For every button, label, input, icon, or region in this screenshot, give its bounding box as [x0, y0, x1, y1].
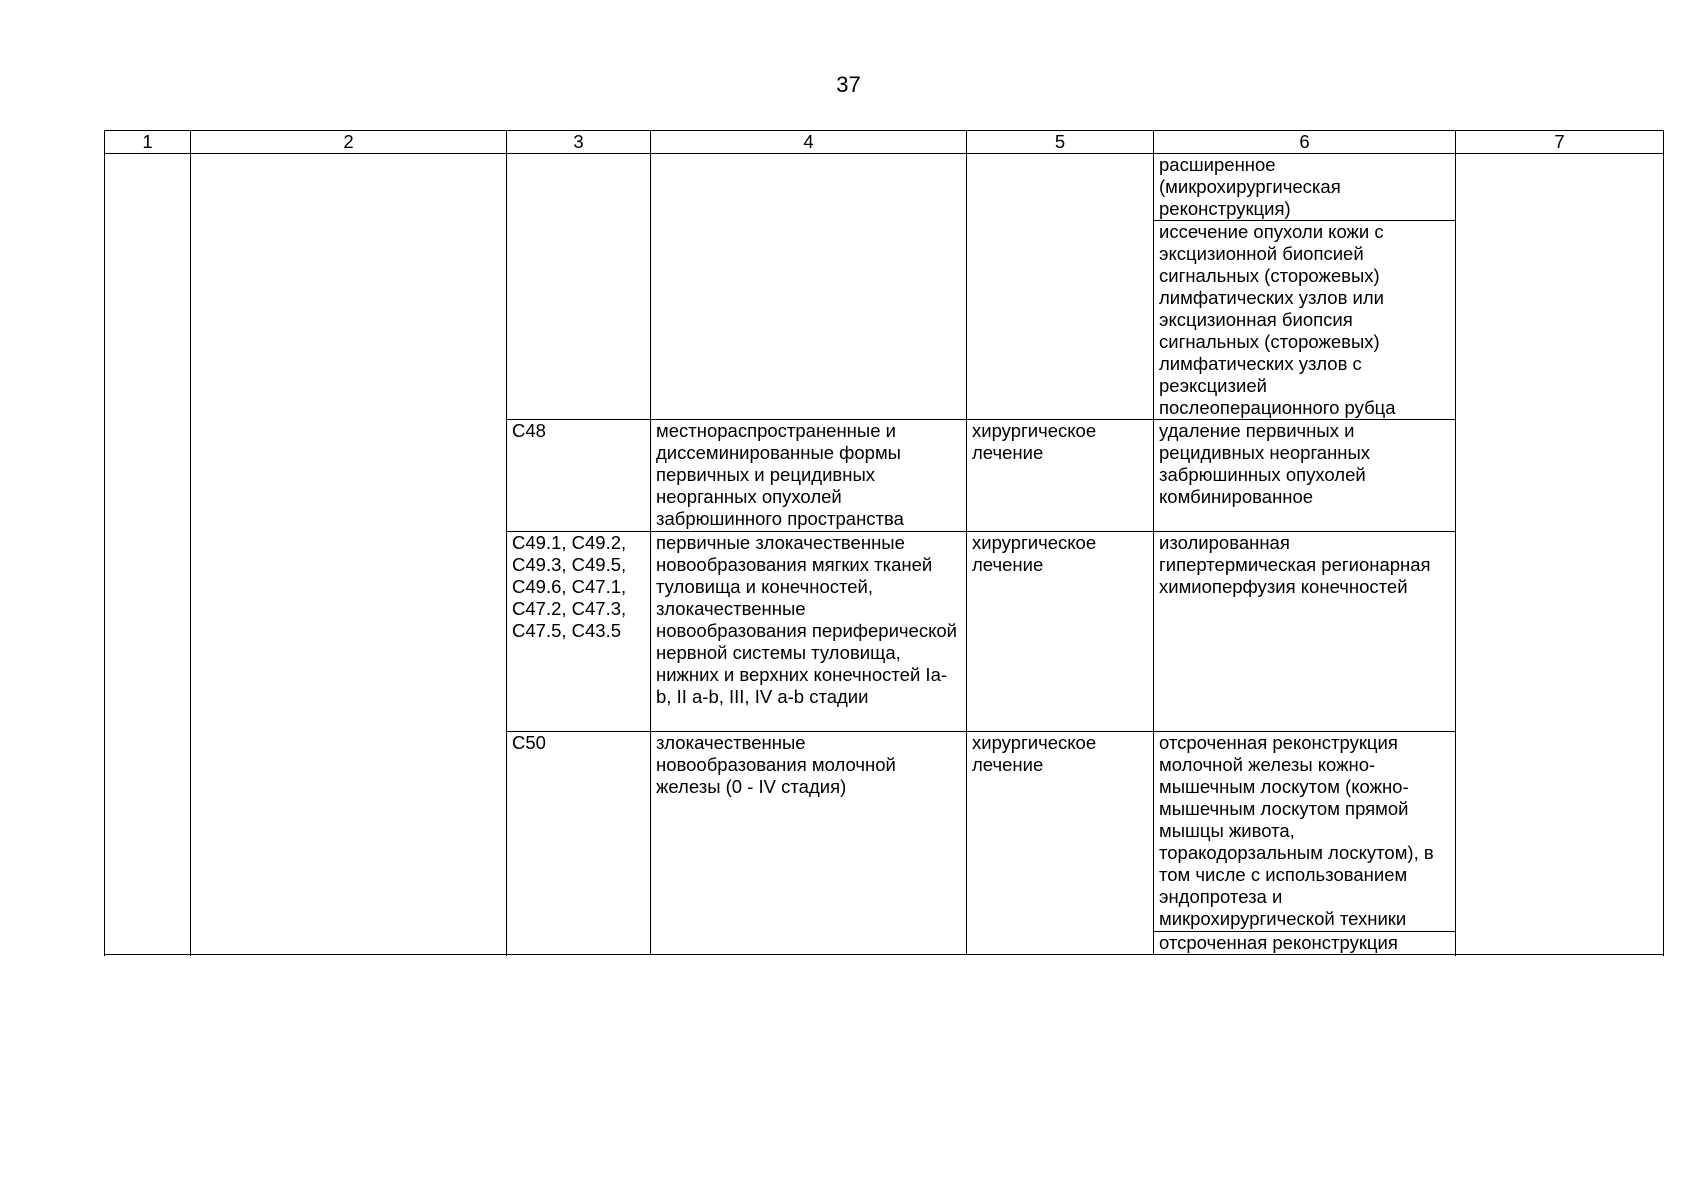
cell-treatment: хирургическое лечение [967, 420, 1154, 532]
cell-condition: местнораспространенные и диссеминированные формы первичных и рецидивных неорганных опухолей забрюшинного пространства [651, 420, 967, 532]
medical-care-table [104, 130, 1664, 955]
table-header-row [105, 131, 1664, 154]
cell-code: С49.1, С49.2, С49.3, С49.5, С49.6, С47.1, С47.2, С47.3, С47.5, С43.5 [507, 532, 651, 732]
cell-treatment [967, 154, 1154, 420]
cell-method: отсроченная реконструкция молочной железы кожно-мышечным лоскутом (кожно-мышечным лоскутом прямой мышцы живота, торакодорзальным лоскутом), в том числе с использованием эндопротеза и микрохирургической техники [1154, 732, 1456, 932]
column-header-5: 5 [967, 131, 1154, 154]
column-header-7: 7 [1456, 131, 1664, 154]
cell-col1 [105, 154, 191, 955]
column-header-6: 6 [1154, 131, 1456, 154]
cell-treatment: хирургическое лечение [967, 532, 1154, 732]
cell-code [507, 154, 651, 420]
column-header-4: 4 [651, 131, 967, 154]
page-number: 37 [836, 72, 861, 97]
cell-condition: злокачественные новообразования молочной железы (0 - IV стадия) [651, 732, 967, 955]
cell-method: удаление первичных и рецидивных неорганных забрюшинных опухолей комбинированное [1154, 420, 1456, 532]
cell-code: С48 [507, 420, 651, 532]
cell-condition: первичные злокачественные новообразования мягких тканей туловища и конечностей, злокачественные новообразования периферической нервной системы туловища, нижних и верхних конечностей Ia-b, II a-b, III, IV a-b стадии [651, 532, 967, 732]
cell-method: изолированная гипертермическая регионарная химиоперфузия конечностей [1154, 532, 1456, 732]
cell-col7 [1456, 154, 1664, 955]
cell-treatment: хирургическое лечение [967, 732, 1154, 955]
cell-method: иссечение опухоли кожи с эксцизионной биопсией сигнальных (сторожевых) лимфатических узлов или эксцизионная биопсия сигнальных (сторожевых) лимфатических узлов с реэксцизией послеоперационного рубца [1154, 221, 1456, 420]
column-header-2: 2 [191, 131, 507, 154]
table-row [105, 154, 1664, 221]
cell-method: расширенное (микрохирургическая реконструкция) [1154, 154, 1456, 221]
column-header-1: 1 [105, 131, 191, 154]
cell-code: С50 [507, 732, 651, 955]
cell-method: отсроченная реконструкция [1154, 932, 1456, 955]
column-header-3: 3 [507, 131, 651, 154]
cell-col2 [191, 154, 507, 955]
cell-condition [651, 154, 967, 420]
